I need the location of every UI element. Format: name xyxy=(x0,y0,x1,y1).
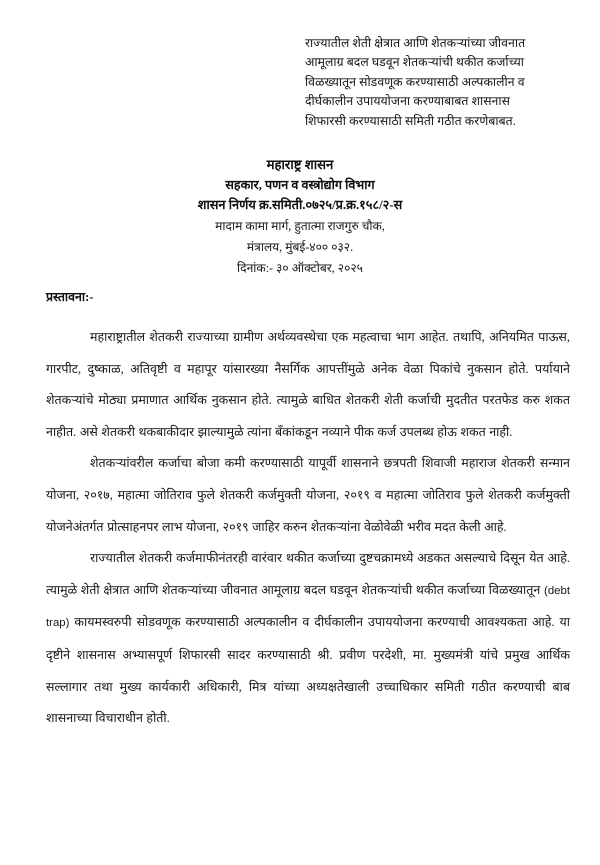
paragraph-1: महाराष्ट्रातील शेतकरी राज्याच्या ग्रामीण अर्थव्यवस्थेचा एक महत्वाचा भाग आहेत. तथापि, अनियमित पाऊस, गारपीट, दुष्काळ, अतिवृष्टी व महापूर यांसारख्या नैसर्गिक आपत्तींमुळे अनेक वेळा पिकांचे नुकसान होते. पर्यायाने शेतकऱ्यांचे मोठ्या प्रमाणात आर्थिक नुकसान होते. त्यामुळे बाधित शेतकरी शेती कर्जाची मुदतीत परतफेड करु शकत नाहीत. असे शेतकरी थकबाकीदार झाल्यामुळे त्यांना बँकांकडून नव्याने पीक कर्ज उपलब्ध होऊ शकत नाही. xyxy=(46,330,570,439)
resolution-number: शासन निर्णय क्र.समिती.०७२५/प्र.क्र.१५८/२-स xyxy=(197,198,403,212)
department-name: सहकार, पणन व वस्त्रोद्योग विभाग xyxy=(225,178,375,192)
government-title: महाराष्ट्र शासन xyxy=(266,157,334,172)
address-line-2: मंत्रालय, मुंबई-४०० ०३२. xyxy=(246,239,354,254)
subject-line-3: विळख्यातून सोडवणूक करण्यासाठी अल्पकालीन व xyxy=(305,74,525,89)
preamble-label: प्रस्तावना:- xyxy=(46,290,94,304)
subject-block xyxy=(305,34,571,131)
paragraph-3-part-2: कायमस्वरुपी सोडवणूक करण्यासाठी अल्पकालीन व दीर्घकालीन उपाययोजना करण्याची आवश्यकता आहे. या दृष्टीने शासनास अभ्यासपूर्ण शिफारसी सादर करण्यासाठी श्री. प्रवीण परदेशी, मा. मुख्यमंत्री यांचे प्रमुख आर्थिक सल्लागार तथा मुख्य कार्यकारी अधिकारी, मित्र यांच्या अध्यक्षतेखाली उच्चाधिकार समिती गठीत करण्याची बाब शासनाच्या विचाराधीन होती. xyxy=(46,615,570,726)
paragraph-3-part-1: राज्यातील शेतकरी कर्जमाफीनंतरही वारंवार थकीत कर्जाच्या दुष्टचक्रामध्ये अडकत असल्याचे दिसून येत आहे. त्यामुळे शेती क्षेत्रात आणि शेतकऱ्यांच्या जीवनात आमूलाग्र बदल घडवून शेतकऱ्यांची थकीत कर्जाच्या विळख्यातून xyxy=(46,551,570,597)
date-line: दिनांक:- ३० ऑक्टोबर, २०२५ xyxy=(237,261,363,275)
paragraph-2: शेतकऱ्यांवरील कर्जाचा बोजा कमी करण्यासाठी यापूर्वी शासनाने छत्रपती शिवाजी महाराज शेतकरी सन्मान योजना, २०१७, महात्मा जोतिराव फुले शेतकरी कर्जमुक्ती योजना, २०१९ व महात्मा जोतिराव फुले शेतकरी कर्जमुक्ती योजनेअंतर्गत प्रोत्साहनपर लाभ योजना, २०१९ जाहिर करुन शेतकऱ्यांना वेळोवेळी भरीव मदत केली आहे. xyxy=(46,456,570,534)
subject-line-1: राज्यातील शेती क्षेत्रात आणि शेतकऱ्यांच्या जीवनात xyxy=(305,36,526,50)
paragraph-3 xyxy=(46,543,570,735)
address-line-1: मादाम कामा मार्ग, हुतात्मा राजगुरु चौक, xyxy=(215,219,385,233)
subject-line-4: दीर्घकालीन उपाययोजना करण्याबाबत शासनास xyxy=(305,94,510,109)
government-header-block xyxy=(0,155,600,279)
body-text-area xyxy=(46,322,570,735)
debt-trap-term: (debt trap) xyxy=(46,584,570,630)
subject-line-2: आमूलाग्र बदल घडवून शेतकऱ्यांची थकीत कर्जाच्या xyxy=(305,55,524,70)
subject-line-5: शिफारसी करण्यासाठी समिती गठीत करणेबाबत. xyxy=(305,113,516,128)
